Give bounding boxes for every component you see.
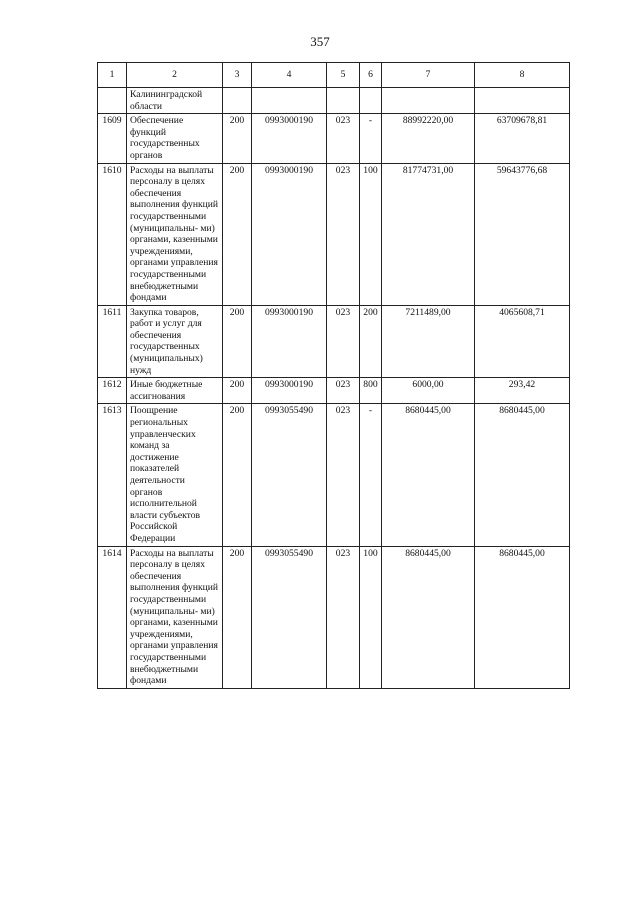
cell-code: 023 xyxy=(327,305,360,378)
cell-amount-executed: 8680445,00 xyxy=(475,404,570,546)
table-body xyxy=(98,88,570,689)
column-header: 3 xyxy=(223,63,252,88)
cell-target-code: 0993000190 xyxy=(252,305,327,378)
column-header: 1 xyxy=(98,63,127,88)
row-name: Расходы на выплаты персоналу в целях обеспечения выполнения функций государственными (муниципальны- ми) органами, казенными учреждениями, органами управления государственными внебюджетными фондами xyxy=(127,163,223,305)
cell-amount-planned: 8680445,00 xyxy=(382,546,475,688)
cell-expense-type: 800 xyxy=(360,378,382,404)
cell-amount-executed: 63709678,81 xyxy=(475,114,570,163)
row-name: Расходы на выплаты персоналу в целях обеспечения выполнения функций государственными (муниципальны- ми) органами, казенными учреждениями, органами управления государственными внебюджетными фондами xyxy=(127,546,223,688)
cell-section: 200 xyxy=(223,114,252,163)
row-name: Обеспечение функций государственных органов xyxy=(127,114,223,163)
cell-code: 023 xyxy=(327,378,360,404)
cell-expense-type: 100 xyxy=(360,546,382,688)
column-header: 2 xyxy=(127,63,223,88)
cell-expense-type: - xyxy=(360,404,382,546)
cell-section: 200 xyxy=(223,163,252,305)
column-header: 5 xyxy=(327,63,360,88)
column-header: 7 xyxy=(382,63,475,88)
cell-amount-executed: 293,42 xyxy=(475,378,570,404)
cell-amount-planned: 88992220,00 xyxy=(382,114,475,163)
row-number: 1610 xyxy=(98,163,127,305)
cell-code: 023 xyxy=(327,163,360,305)
table-row xyxy=(98,546,570,688)
cell-target-code: 0993055490 xyxy=(252,404,327,546)
header-row xyxy=(98,63,570,88)
cell-amount-planned: 8680445,00 xyxy=(382,404,475,546)
row-number: 1613 xyxy=(98,404,127,546)
cell-target-code: 0993000190 xyxy=(252,114,327,163)
cell-section: 200 xyxy=(223,404,252,546)
column-header: 4 xyxy=(252,63,327,88)
cell-target-code xyxy=(252,88,327,114)
cell-amount-executed: 8680445,00 xyxy=(475,546,570,688)
cell-target-code: 0993055490 xyxy=(252,546,327,688)
cell-expense-type: - xyxy=(360,114,382,163)
cell-amount-executed xyxy=(475,88,570,114)
cell-amount-planned xyxy=(382,88,475,114)
cell-code: 023 xyxy=(327,404,360,546)
row-name: Закупка товаров, работ и услуг для обеспечения государственных (муниципальных) нужд xyxy=(127,305,223,378)
table-row xyxy=(98,88,570,114)
cell-amount-executed: 59643776,68 xyxy=(475,163,570,305)
row-number: 1612 xyxy=(98,378,127,404)
table-row xyxy=(98,378,570,404)
cell-amount-planned: 6000,00 xyxy=(382,378,475,404)
cell-section xyxy=(223,88,252,114)
row-number: 1609 xyxy=(98,114,127,163)
cell-target-code: 0993000190 xyxy=(252,378,327,404)
column-header: 6 xyxy=(360,63,382,88)
cell-code: 023 xyxy=(327,114,360,163)
cell-section: 200 xyxy=(223,546,252,688)
row-name: Калининградской области xyxy=(127,88,223,114)
table-row xyxy=(98,163,570,305)
table-row xyxy=(98,305,570,378)
cell-amount-executed: 4065608,71 xyxy=(475,305,570,378)
cell-code: 023 xyxy=(327,546,360,688)
cell-amount-planned: 81774731,00 xyxy=(382,163,475,305)
row-name: Иные бюджетные ассигнования xyxy=(127,378,223,404)
cell-amount-planned: 7211489,00 xyxy=(382,305,475,378)
row-number: 1611 xyxy=(98,305,127,378)
cell-section: 200 xyxy=(223,378,252,404)
row-number xyxy=(98,88,127,114)
column-header: 8 xyxy=(475,63,570,88)
cell-target-code: 0993000190 xyxy=(252,163,327,305)
budget-table xyxy=(97,62,570,689)
page-number: 357 xyxy=(310,34,330,49)
cell-expense-type: 100 xyxy=(360,163,382,305)
cell-expense-type: 200 xyxy=(360,305,382,378)
cell-section: 200 xyxy=(223,305,252,378)
table-header xyxy=(98,63,570,88)
cell-code xyxy=(327,88,360,114)
row-number: 1614 xyxy=(98,546,127,688)
table-row xyxy=(98,404,570,546)
row-name: Поощрение региональных управленческих команд за достижение показателей деятельности органов исполнительной власти субъектов Российской Федерации xyxy=(127,404,223,546)
table-row xyxy=(98,114,570,163)
cell-expense-type xyxy=(360,88,382,114)
